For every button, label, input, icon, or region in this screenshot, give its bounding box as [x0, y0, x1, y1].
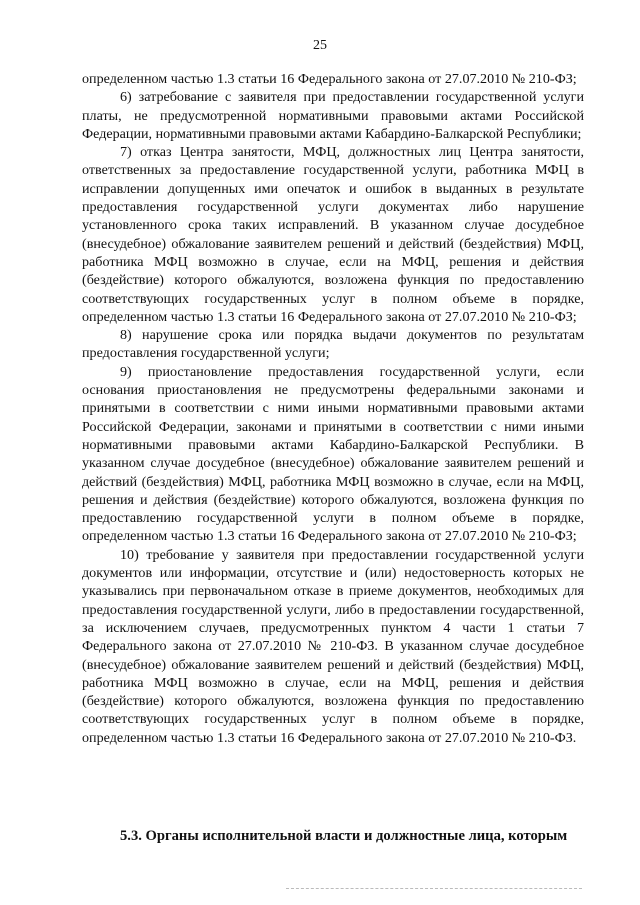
footer-divider: [286, 888, 582, 889]
paragraph-item-8: 8) нарушение срока или порядка выдачи документов по результатам предоставления государственной услуги;: [82, 327, 584, 362]
section-heading: 5.3. Органы исполнительной власти и должностные лица, которым: [120, 828, 568, 844]
paragraph-continuation: определенном частью 1.3 статьи 16 Федерального закона от 27.07.2010 № 210-ФЗ;: [82, 71, 577, 87]
document-body: [82, 70, 584, 747]
paragraph-item-9: 9) приостановление предоставления государственной услуги, если основания приостановления не предусмотрены федеральными законами и принятыми в соответствии с ними иными нормативными правовыми актами Российской Федерации, законами и принятыми в соответствии с ними иными нормативными правовыми актами Кабардино-Балкарской Республики. В указанном случае досудебное (внесудебное) обжалование заявителем решений и действий (бездействия) МФЦ, работника МФЦ возможно в случае, если на МФЦ, решения и действия (бездействие) которого обжалуются, возложена функция по предоставлению государственной услуги в полном объеме в порядке, определенном частью 1.3 статьи 16 Федерального закона от 27.07.2010 № 210-ФЗ;: [82, 363, 584, 545]
page-number: 25: [313, 38, 327, 53]
paragraph-item-6: 6) затребование с заявителя при предоставлении государственной услуги платы, не предусмотренной нормативными правовыми актами Российской Федерации, нормативными правовыми актами Кабардино-Балкарской Республики;: [82, 89, 584, 142]
paragraph-item-7: 7) отказ Центра занятости, МФЦ, должностных лиц Центра занятости, ответственных за предоставление государственной услуги, работника МФЦ в исправлении допущенных ими опечаток и ошибок в выданных в результате предоставления государственной услуги документах либо нарушение установленного срока таких исправлений. В указанном случае досудебное (внесудебное) обжалование заявителем решений и действий (бездействия) МФЦ, работника МФЦ возможно в случае, если на МФЦ, решения и действия (бездействие) которого обжалуются, возложена функция по предоставлению соответствующих государственных услуг в полном объеме в порядке, определенном частью 1.3 статьи 16 Федерального закона от 27.07.2010 № 210-ФЗ;: [82, 144, 584, 325]
paragraph-item-10: 10) требование у заявителя при предоставлении государственной услуги документов или информации, отсутствие и (или) недостоверность которых не указывались при первоначальном отказе в приеме документов, необходимых для предоставления государственной услуги, либо в предоставлении государственной, за исключением случаев, предусмотренных пунктом 4 части 1 статьи 7 Федерального закона от 27.07.2010 № 210-ФЗ. В указанном случае досудебное (внесудебное) обжалование заявителем решений и действий (бездействия) МФЦ, работника МФЦ возможно в случае, если на МФЦ, решения и действия (бездействие) которого обжалуются, возложена функция по предоставлению соответствующих государственных услуг в полном объеме в порядке, определенном частью 1.3 статьи 16 Федерального закона от 27.07.2010 № 210-ФЗ.: [82, 546, 584, 746]
